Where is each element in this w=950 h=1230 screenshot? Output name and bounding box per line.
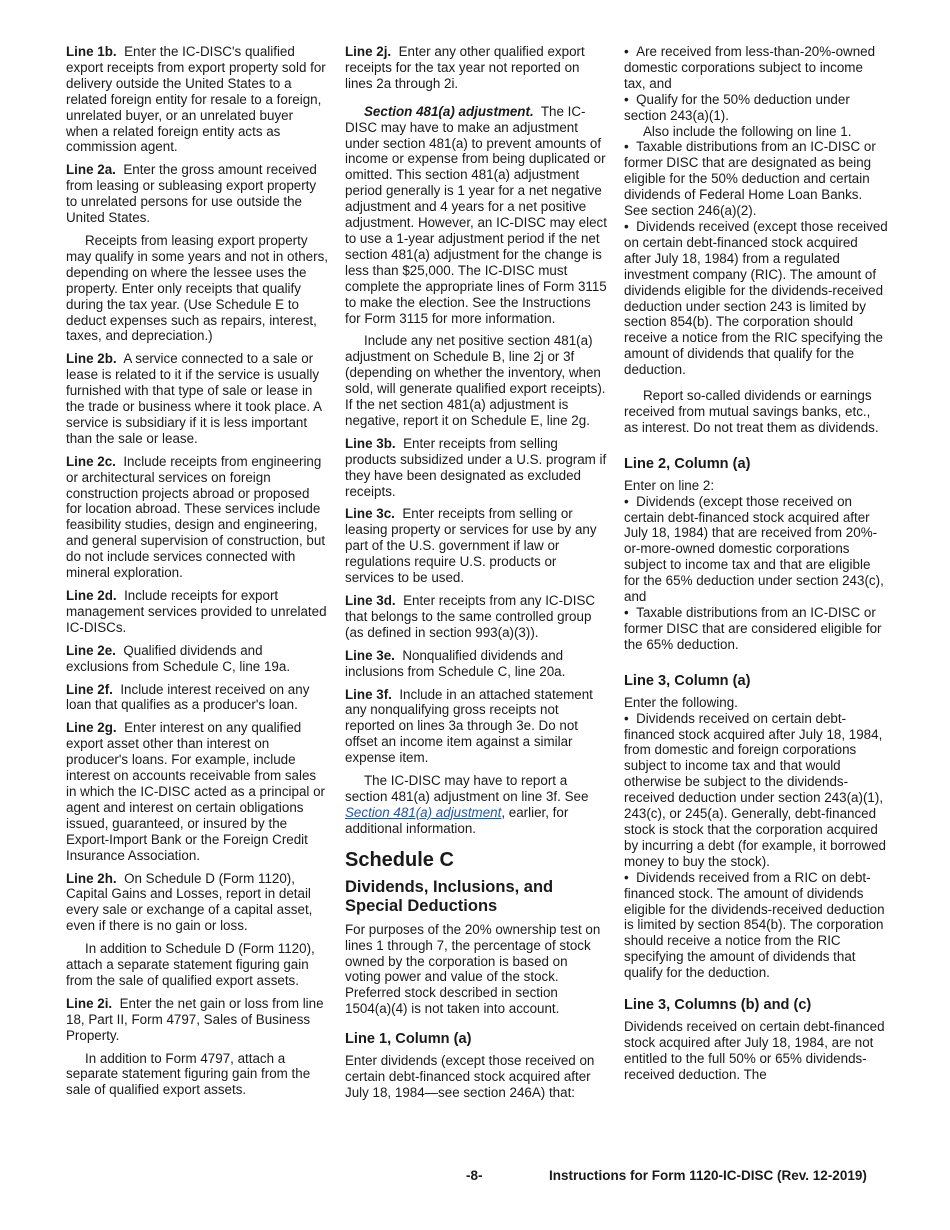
line-3b-label: Line 3b. [345,435,396,451]
line-2h-p2: In addition to Schedule D (Form 1120), attach a separate statement figuring gain from the sale of qualified export assets. [66,941,315,988]
line-3f-p2 [345,773,607,837]
line-3c-para [345,506,607,586]
schedule-c-text: For purposes of the 20% ownership test on lines 1 through 7, the percentage of stock owned by the corporation is based on voting power and value of the stock. Preferred stock described in section 1504(a)(4) is not taken into account. [345,921,601,1017]
line-3d-label: Line 3d. [345,593,396,608]
bullet-ric-debt-financed: • Dividends received from a RIC on debt-financed stock. The amount of dividends eligible for the dividends-received deduction is limited by section 854(b). The corporation should receive a notice from the RIC specifying the amount of dividends that qualify for the deduction. [624,870,888,981]
line-2d-text: Include receipts for export management services provided to unrelated IC-DISCs. [66,588,327,635]
line-3-columns-b-c-text: Dividends received on certain debt-financed stock acquired after July 18, 1984, are not entitled to the full 50% or 65% dividends-received deduction. The [624,1019,885,1082]
line-2h-label: Line 2h. [66,870,117,886]
line-2j-para [345,44,607,92]
line-3-column-a-heading: Line 3, Column (a) [624,672,751,689]
line-3d-text: Enter receipts from any IC-DISC that belongs to the same controlled group (as defined in section 993(a)(3)). [345,593,596,640]
line-2g-label: Line 2g. [66,720,117,736]
line-1b-label: Line 1b. [66,44,117,59]
line-2h-para [66,871,328,935]
line-3f-p2-a: The IC-DISC may have to report a section 481(a) adjustment on line 3f. See [345,773,589,804]
section-481a-para [345,104,607,327]
line-2f-label: Line 2f. [66,681,113,697]
line-2-intro: Enter on line 2: [624,477,715,493]
line-2i-para [66,996,328,1044]
line-3f-label: Line 3f. [345,686,392,702]
line-2b-text: A service connected to a sale or lease is related to it if the service is usually furnished with that type of sale or lease in the trade or business where it took place. A service is subsidiary if it is less important than the sale or lease. [66,351,322,446]
line-2g-para [66,720,328,863]
line-3-intro: Enter the following. [624,694,738,710]
line-3f-p2-b: , earlier, for additional information. [345,804,569,836]
line-2a-text: Enter the gross amount received from leasing or subleasing export property to unrelated persons for use outside the United States. [66,162,317,226]
section-481a-text: The IC-DISC may have to make an adjustment under section 481(a) to prevent amounts of income or expense from being duplicated or omitted. This section 481(a) adjustment period generally is 1 year for a net negative adjustment and 4 years for a net positive adjustment. However, an IC-DISC may elect to use a 1-year adjustment period if the net section 481(a) adjustment for the change is less than $25,000. The IC-DISC must complete the appropriate lines of Form 3115 to make the election. See the Instructions for Form 3115 for more information. [345,103,607,326]
schedule-c-title: Schedule C [345,848,454,871]
line-3f-text: Include in an attached statement any nonqualifying gross receipts not reported on lines 3a through 3e. Do not offset an income item against a similar expense item. [345,686,593,766]
column-1 [66,44,328,1105]
line-2d-para [66,588,328,636]
line-3f-para [345,687,607,767]
line-2f-text: Include interest received on any loan that qualifies as a producer's loan. [66,681,310,713]
report-dividends-text: Report so-called dividends or earnings received from mutual savings banks, etc., as interest. Do not treat them as dividends. [624,388,879,435]
line-2i-p2: In addition to Form 4797, attach a separate statement figuring gain from the sale of qualified export assets. [66,1050,311,1098]
line-1b-para [66,44,328,155]
line-1-column-a-heading: Line 1, Column (a) [345,1031,472,1048]
bullet-ric-dividends: • Dividends received (except those received on certain debt-financed stock acquired after July 18, 1984) from a regulated investment company (RIC). The amount of dividends eligible for the dividends-received deduction under section 243 is limited by section 854(b). The corporation should receive a notice from the RIC specifying the amount of dividends that qualify for the deduction. [624,219,888,378]
line-1-column-a-text: Enter dividends (except those received on certain debt-financed stock acquired after July 18, 1984—see section 246A) that: [345,1053,595,1100]
bullet-20-or-more-owned: • Dividends (except those received on certain debt-financed stock acquired after July 18, 1984) that are received from 20%-or-more-owned domestic corporations subject to income tax and that are eligible for the 65% deduction under section 243(c), and [624,494,888,605]
page-number: -8- [466,1168,483,1183]
line-3d-para [345,593,607,641]
line-2e-label: Line 2e. [66,642,116,658]
bullet-65-deduction: • Taxable distributions from an IC-DISC or former DISC that are considered eligible for the 65% deduction. [624,605,888,653]
bullet-taxable-distributions: • Taxable distributions from an IC-DISC or former DISC that are designated as being eligible for the 50% deduction and certain dividends of Federal Home Loan Banks. See section 246(a)(2). [624,139,888,219]
line-2e-text: Qualified dividends and exclusions from Schedule C, line 19a. [66,642,291,674]
line-2i-label: Line 2i. [66,995,113,1011]
line-2a-label: Line 2a. [66,162,116,178]
line-2c-label: Line 2c. [66,453,116,469]
also-include-text: Also include the following on line 1. [643,123,852,139]
line-3c-label: Line 3c. [345,506,395,522]
line-2a-p2: Receipts from leasing export property may qualify in some years and not in others, depending on where the lessee uses the property. Enter only receipts that qualify during the tax year. (Use Schedule E to deduct expenses such as repairs, interest, taxes, and depreciation.) [66,232,328,344]
line-2b-para [66,351,328,446]
line-3e-label: Line 3e. [345,647,395,663]
line-2a-para [66,162,328,226]
line-2b-label: Line 2b. [66,351,117,367]
schedule-c-subtitle: Dividends, Inclusions, and Special Deductions [345,877,554,915]
line-2c-text: Include receipts from engineering or architectural services on foreign construction projects abroad or proposed for location abroad. These services include feasibility studies, design and engineering, and general supervision of construction, but do not include services connected with mineral exploration. [66,453,326,581]
line-2e-para [66,643,328,675]
line-2f-para [66,682,328,714]
column-3 [624,44,888,1090]
section-481a-p2: Include any net positive section 481(a) adjustment on Schedule B, line 2j or 3f (depending on whether the inventory, when sold, will generate qualified export receipts). If the net section 481(a) adjustment is negative, report it on Schedule E, line 2g. [345,333,606,428]
line-2g-text: Enter interest on any qualified export asset other than interest on producer's loans. For example, include interest on accounts receivable from sales in which the IC-DISC acted as a principal or agent and interest on certain obligations issued, guaranteed, or insured by the Export-Import Bank or the Foreign Credit Insurance Association. [66,720,325,863]
line-2i-text: Enter the net gain or loss from line 18, Part II, Form 4797, Sales of Business Property. [66,995,324,1043]
line-3b-para [345,436,607,500]
column-2 [345,44,607,1108]
section-481a-label: Section 481(a) adjustment. [364,103,534,119]
line-2c-para [66,454,328,581]
footer-title: Instructions for Form 1120-IC-DISC (Rev. 12-2019) [549,1168,867,1183]
line-3c-text: Enter receipts from selling or leasing property or services for use by any part of the U.S. government if law or regulations require U.S. products or services to be used. [345,506,597,586]
line-2d-label: Line 2d. [66,588,117,603]
line-3e-text: Nonqualified dividends and inclusions from Schedule C, line 20a. [345,647,566,679]
line-3e-para [345,648,607,680]
bullet-debt-financed-stock: • Dividends received on certain debt-financed stock acquired after July 18, 1984, from domestic and foreign corporations subject to income tax and that would otherwise be subject to the dividends-received deduction under section 243(a)(1), 243(c), or 245(a). Generally, debt-financed stock is stock that the corporation acquired by incurring a debt (for example, it borrowed money to buy the stock). [624,711,888,870]
line-2h-text: On Schedule D (Form 1120), Capital Gains and Losses, report in detail every sale or exchange of a capital asset, even if there is no gain or loss. [66,870,313,934]
line-3-columns-b-c-heading: Line 3, Columns (b) and (c) [624,997,812,1014]
line-1b-text: Enter the IC-DISC's qualified export receipts from export property sold for delivery outside the United States to a related foreign entity for resale to a foreign, unrelated buyer, or an unrelated buyer when a related foreign entity acts as commission agent. [66,44,326,155]
line-2j-text: Enter any other qualified export receipts for the tax year not reported on lines 2a through 2i. [345,44,585,91]
line-2j-label: Line 2j. [345,44,392,59]
line-2-column-a-heading: Line 2, Column (a) [624,455,751,472]
spacer [624,378,888,388]
section-481a-link[interactable]: Section 481(a) adjustment [345,804,502,820]
bullet-less-than-20-owned: • Are received from less-than-20%-owned domestic corporations subject to income tax, and [624,44,888,92]
bullet-50-deduction: • Qualify for the 50% deduction under section 243(a)(1). [624,92,888,124]
line-3b-text: Enter receipts from selling products subsidized under a U.S. program if they have been designated as excluded receipts. [345,435,607,499]
